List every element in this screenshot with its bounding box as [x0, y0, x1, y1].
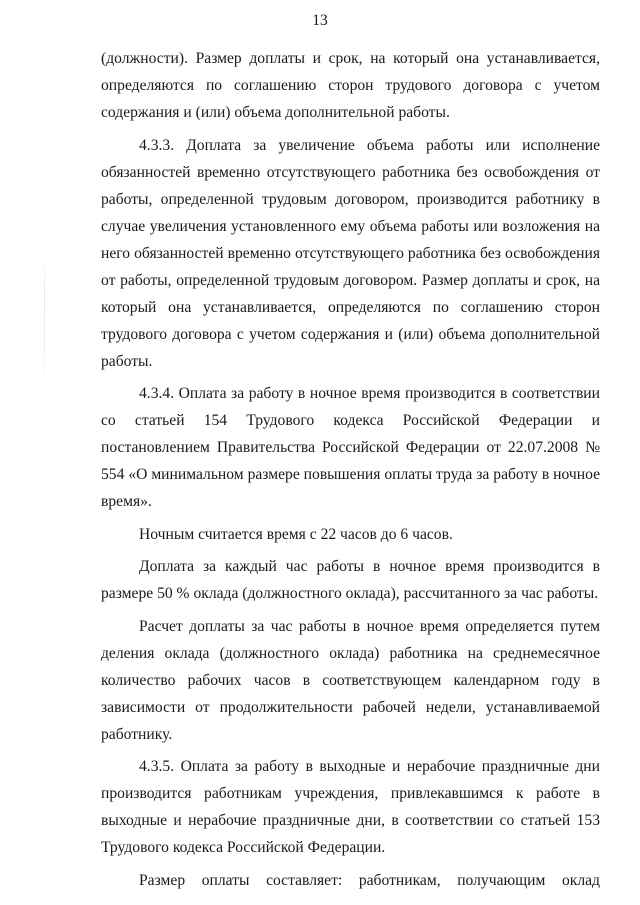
paragraph-continuation: (должности). Размер доплаты и срок, на который она устанавливается, определяются по соглашению сторон трудового договора с учетом содержания и (или) объема дополнительной работы.: [101, 50, 600, 121]
paragraph-hourly-calculation: Расчет доплаты за час работы в ночное время определяется путем деления оклада (должностного оклада) работника на среднемесячное количество рабочих часов в соответствующем календарном году в зависимости от продолжительности рабочей недели, устанавливаемой работнику.: [101, 617, 600, 743]
paragraph-night-surcharge: Доплата за каждый час работы в ночное время производится в размере 50 % оклада (должностного оклада), рассчитанного за час работы.: [101, 558, 600, 602]
paragraph-4-3-3: 4.3.3. Доплата за увеличение объема работы или исполнение обязанностей временно отсутствующего работника без освобождения от работы, определенной трудовым договором, производится работнику в случае увеличения установленного ему объема работы или возложения на него обязанностей временно отсутствующего работника без освобождения от работы, определенной трудовым договором. Размер доплаты и срок, на который она устанавливается, определяются по соглашению сторон трудового договора с учетом содержания и (или) объема дополнительной работы.: [101, 136, 600, 370]
page-number: 13: [312, 12, 328, 29]
paragraph-payment-amount: Размер оплаты составляет: работникам, получающим оклад: [139, 871, 600, 889]
document-body: [101, 45, 600, 899]
paragraph-4-3-5: 4.3.5. Оплата за работу в выходные и нерабочие праздничные дни производится работникам учреждения, привлекавшимся к работе в выходные и нерабочие праздничные дни, в соответствии со статьей 153 Трудового кодекса Российской Федерации.: [101, 758, 600, 856]
scan-margin-mark: [44, 255, 45, 385]
paragraph-night-time: Ночным считается время с 22 часов до 6 часов.: [139, 525, 453, 543]
paragraph-4-3-4: 4.3.4. Оплата за работу в ночное время производится в соответствии со статьей 154 Трудового кодекса Российской Федерации и постановлением Правительства Российской Федерации от 22.07.2008 № 554 «О минимальном размере повышения оплаты труда за работу в ночное время».: [101, 385, 600, 510]
